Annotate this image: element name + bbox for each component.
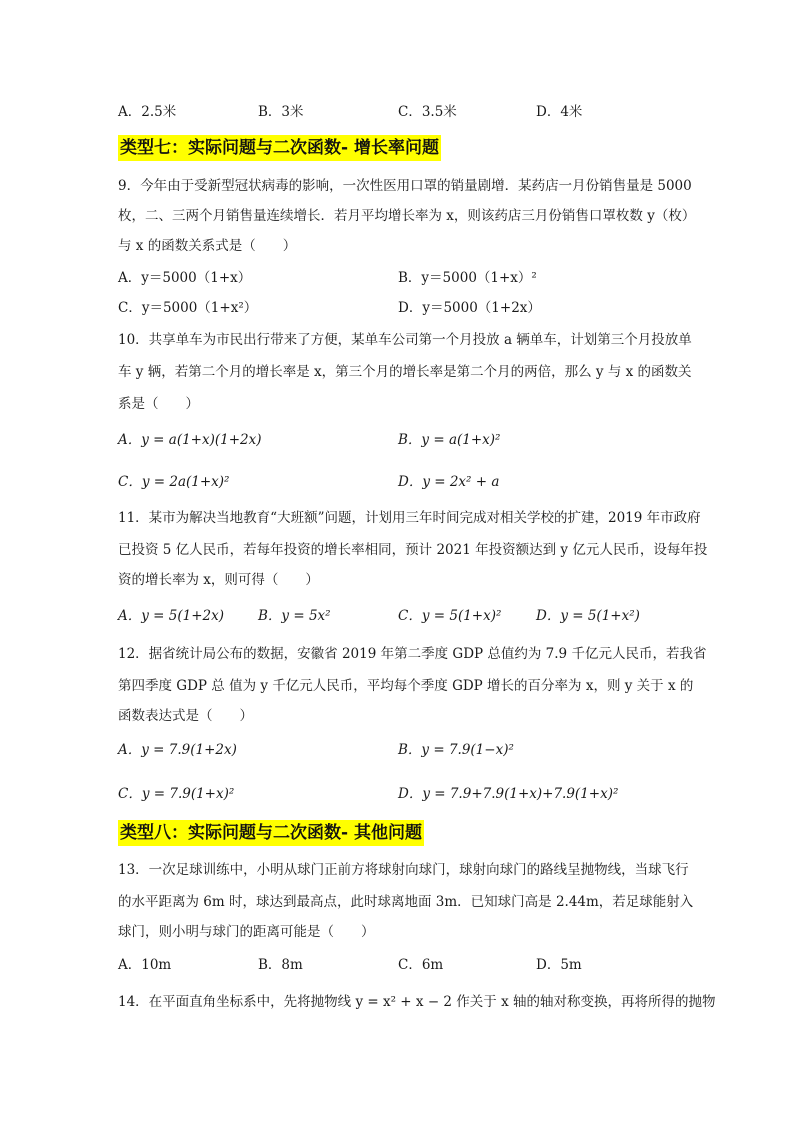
option-b: B．8m [258, 957, 303, 973]
question-text: 资的增长率为 x，则可得（ ） [118, 572, 319, 588]
question-text: 第四季度 GDP 总 值为 y 千亿元人民币，平均每个季度 GDP 增长的百分率为 x，则 y 关于 x 的 [118, 678, 694, 694]
question-text: 12．据省统计局公布的数据，安徽省 2019 年第二季度 GDP 总值约为 7.9 千亿元人民币，若我省 [118, 646, 707, 662]
question-text: 已投资 5 亿人民币，若每年投资的增长率相同，预计 2021 年投资额达到 y 亿元人民币，设每年投 [118, 542, 708, 558]
question-text: 11．某市为解决当地教育“大班额”问题，计划用三年时间完成对相关学校的扩建，2019 年市政府 [118, 510, 701, 526]
option-d: D．5m [536, 957, 582, 973]
question-text: 与 x 的函数关系式是（ ） [118, 238, 297, 254]
option-a: A．y＝5000（1+x） [118, 270, 252, 286]
option-c: C．y = 7.9(1+x)² [118, 786, 235, 802]
section-heading: 类型七：实际问题与二次函数- 增长率问题 [118, 135, 441, 161]
option-a: A．y = 5(1+2x) [118, 608, 224, 624]
option-a: A．10m [118, 957, 172, 973]
option-b: B．3米 [258, 104, 304, 120]
question-text: 函数表达式是（ ） [118, 708, 253, 724]
option-c: C．y＝5000（1+x²） [118, 300, 258, 316]
question-text: 车 y 辆，若第二个月的增长率是 x，第三个月的增长率是第二个月的两倍，那么 y 与 x 的函数关 [118, 364, 692, 380]
question-text: 系是（ ） [118, 396, 199, 412]
option-d: D．y = 2x² + a [398, 474, 500, 490]
option-c: C．y = 5(1+x)² [398, 608, 502, 624]
section-heading: 类型八：实际问题与二次函数- 其他问题 [118, 820, 424, 846]
option-a: A．y = a(1+x)(1+2x) [118, 432, 262, 448]
question-text: 10．共享单车为市民出行带来了方便，某单车公司第一个月投放 a 辆单车，计划第三个月投放单 [118, 332, 692, 348]
question-text: 13．一次足球训练中，小明从球门正前方将球射向球门，球射向球门的路线呈抛物线，当球飞行 [118, 862, 689, 878]
option-b: B．y = 5x² [258, 608, 331, 624]
question-text: 枚，二、三两个月销售量连续增长．若月平均增长率为 x，则该药店三月份销售口罩枚数 y（枚） [118, 208, 696, 224]
option-d: D．y = 5(1+x²) [536, 608, 640, 624]
option-a: A．y = 7.9(1+2x) [118, 742, 237, 758]
option-c: C．3.5米 [398, 104, 457, 120]
option-c: C．y = 2a(1+x)² [118, 474, 230, 490]
question-text: 球门，则小明与球门的距离可能是（ ） [118, 924, 375, 940]
question-text: 14．在平面直角坐标系中，先将抛物线 y = x² + x − 2 作关于 x 轴的轴对称变换，再将所得的抛物 [118, 994, 716, 1010]
option-b: B．y＝5000（1+x）² [398, 270, 537, 286]
option-d: D．y＝5000（1+2x） [398, 300, 541, 316]
question-text: 的水平距离为 6m 时，球达到最高点，此时球离地面 3m．已知球门高是 2.44m，若足球能射入 [118, 894, 694, 910]
option-b: B．y = a(1+x)² [398, 432, 501, 448]
option-d: D．4米 [536, 104, 583, 120]
question-text: 9．今年由于受新型冠状病毒的影响，一次性医用口罩的销量剧增．某药店一月份销售量是 5000 [118, 178, 692, 194]
option-a: A．2.5米 [118, 104, 177, 120]
option-c: C．6m [398, 957, 444, 973]
option-d: D．y = 7.9+7.9(1+x)+7.9(1+x)² [398, 786, 619, 802]
option-b: B．y = 7.9(1−x)² [398, 742, 514, 758]
